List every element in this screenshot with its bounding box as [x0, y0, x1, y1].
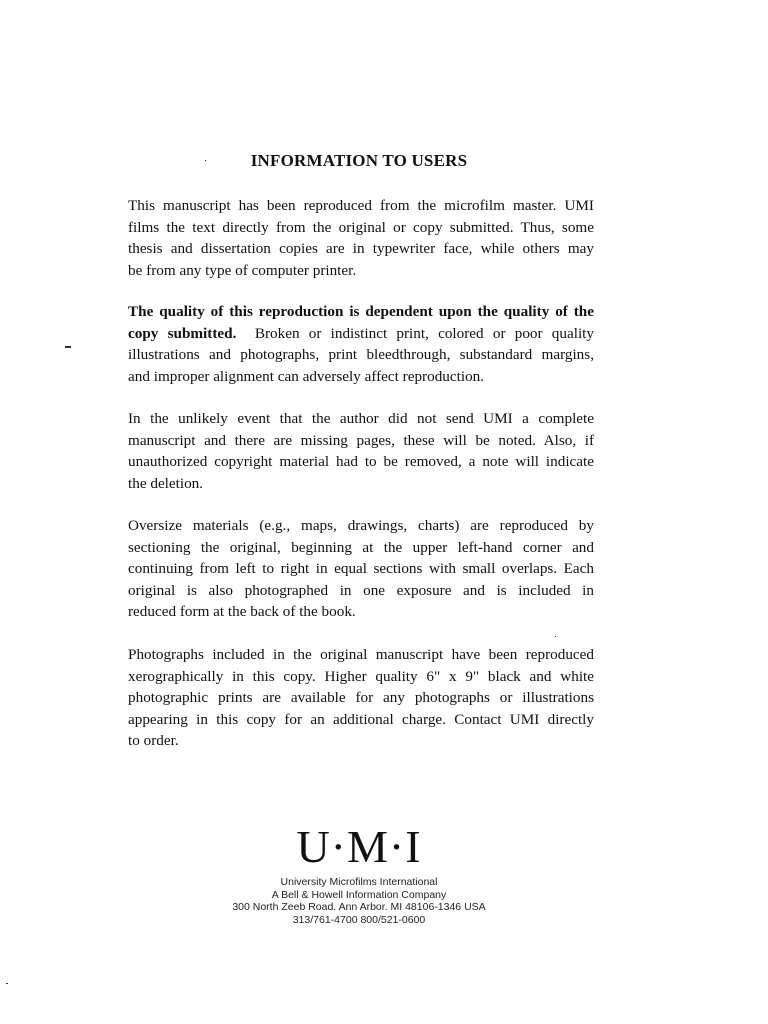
page-title: INFORMATION TO USERS: [250, 151, 468, 170]
text-line: thesis and dissertation copies are in typewriter face, while others may: [128, 240, 594, 257]
imprint-line: 300 North Zeeb Road. Ann Arbor. MI 48106-1346 USA: [232, 901, 486, 914]
imprint-line: 313/761-4700 800/521-0600: [292, 913, 426, 926]
text-line: original is also photographed in one exposure and is included in: [128, 581, 594, 599]
imprint-line: A Bell & Howell Information Company: [271, 888, 447, 901]
text-line: appearing in this copy for an additional charge. Contact UMI directly: [128, 710, 594, 728]
paragraph-oversize-notice: [128, 515, 594, 623]
paragraph-reproduction-notice: [128, 195, 594, 281]
umi-logo: U·M·I: [296, 821, 422, 872]
text-line: Oversize materials (e.g., maps, drawings, charts) are reproduced by: [128, 517, 594, 534]
text-line: xerographically in this copy. Higher quality 6" x 9" black and white: [128, 667, 594, 685]
scan-speck: [555, 636, 556, 637]
text-line: the deletion.: [128, 474, 204, 492]
text-line: In the unlikely event that the author did not send UMI a complete: [128, 410, 594, 427]
text-line: photographic prints are available for any photographs or illustrations: [128, 689, 594, 706]
text-fragment: Broken or indistinct print, colored or poor quality: [254, 324, 594, 342]
publisher-imprint: [0, 876, 718, 926]
scan-speck: [65, 346, 71, 348]
bold-text: copy submitted.: [128, 324, 237, 342]
text-line: continuing from left to right in equal sections with small overlaps. Each: [128, 560, 594, 577]
text-line: [128, 323, 594, 345]
text-line: Photographs included in the original manuscript have been reproduced: [128, 646, 594, 663]
text-line: This manuscript has been reproduced from the microfilm master. UMI: [128, 197, 594, 214]
text-line: be from any type of computer printer.: [128, 261, 357, 279]
paragraph-quality-notice: [128, 301, 594, 387]
text-line: sectioning the original, beginning at the upper left-hand corner and: [128, 538, 594, 556]
text-line: manuscript and there are missing pages, these will be noted. Also, if: [128, 431, 594, 449]
paragraph-photographs-notice: [128, 644, 594, 752]
imprint-line: University Microfilms International: [280, 876, 438, 888]
scan-speck: [6, 983, 8, 984]
bold-text-line: The quality of this reproduction is dependent upon the quality of the: [128, 303, 594, 320]
text-line: unauthorized copyright material had to be removed, a note will indicate: [128, 453, 594, 470]
text-line: to order.: [128, 732, 179, 749]
text-line: and improper alignment can adversely affect reproduction.: [128, 367, 485, 385]
text-line: films the text directly from the original or copy submitted. Thus, some: [128, 218, 594, 236]
text-line: illustrations and photographs, print bleedthrough, substandard margins,: [128, 346, 594, 363]
text-line: reduced form at the back of the book.: [128, 603, 356, 620]
paragraph-missing-pages-notice: [128, 408, 594, 494]
scan-speck: [205, 160, 206, 161]
